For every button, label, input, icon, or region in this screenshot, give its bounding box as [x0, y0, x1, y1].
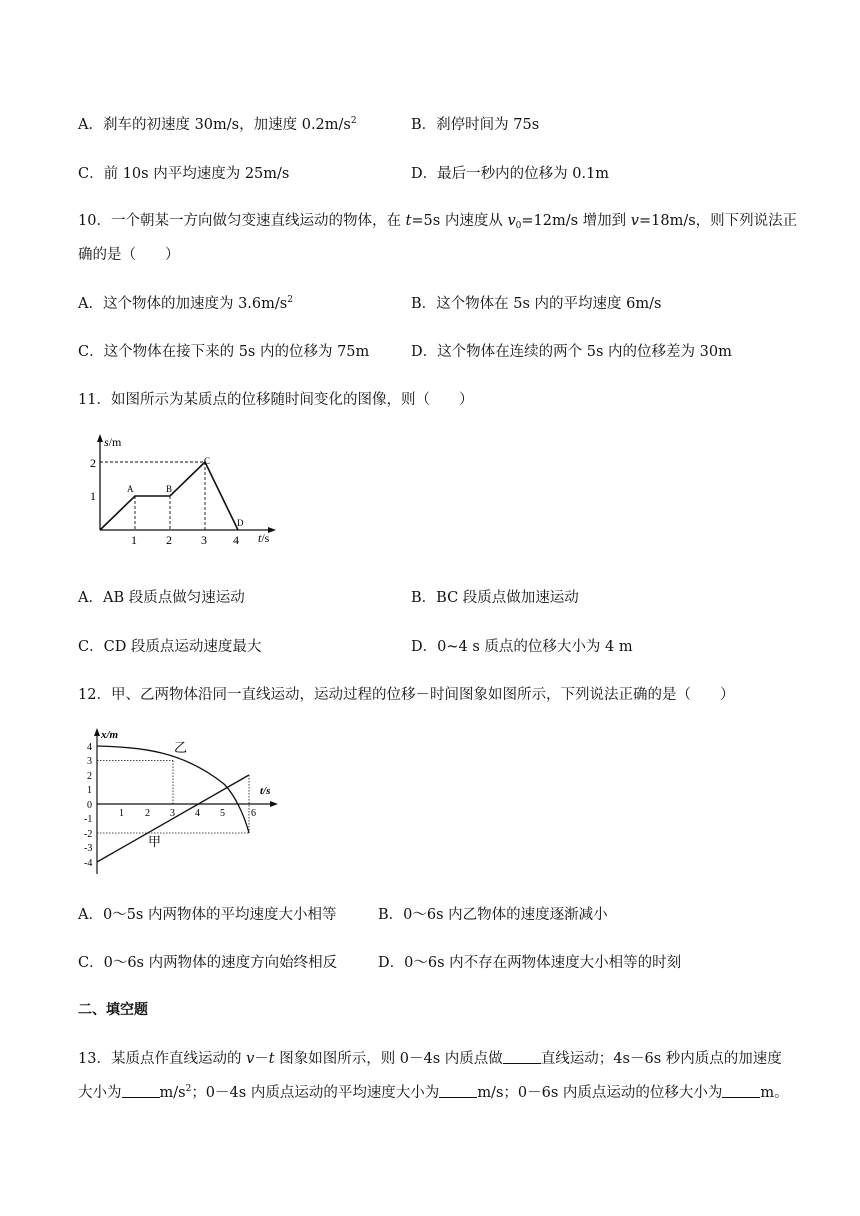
- q10-option-b: B．这个物体在 5s 内的平均速度 6m/s: [411, 296, 662, 312]
- q10-stem-line1: 10．一个朝某一方向做匀变速直线运动的物体，在 t=5s 内速度从 $v_0=12m/s$ 增加到 v=18m/s，则下列说法正: [78, 213, 798, 231]
- q11-ytick-1: 1: [90, 489, 96, 503]
- q12-option-d: D．0～6s 内不存在两物体速度大小相等的时刻: [378, 955, 682, 971]
- q11-xtick-1: 1: [131, 533, 137, 547]
- q12-ytick-neg1: -1: [84, 814, 93, 825]
- q12-xlabel: t/s: [260, 785, 271, 797]
- q12-xtick-4: 4: [195, 808, 200, 819]
- q13-blank-1[interactable]: [503, 1051, 541, 1064]
- q13-line1: 13．某质点作直线运动的 v－t 图象如图所示，则 0－4s 内质点做 直线运动；4s－6s 秒内质点的加速度: [78, 1051, 782, 1067]
- q13-blank-4[interactable]: [722, 1085, 760, 1098]
- q12-xtick-5: 5: [220, 808, 225, 819]
- q11-xtick-3: 3: [201, 533, 207, 547]
- q12-xtick-6: 6: [251, 808, 256, 819]
- q12-ytick-neg2: -2: [84, 829, 93, 840]
- q12-label-yi: 乙: [174, 740, 188, 755]
- q11-point-d: D: [237, 518, 244, 528]
- q9-option-a: A．刹车的初速度 30m/s，加速度 $0.2m/s^2$: [78, 116, 357, 133]
- q11-point-c: C: [204, 456, 211, 466]
- q12-xtick-2: 2: [145, 808, 150, 819]
- q12-ytick-1: 1: [87, 785, 92, 796]
- q12-option-b: B．0～6s 内乙物体的速度逐渐减小: [378, 907, 608, 923]
- q12-xtick-1: 1: [119, 808, 124, 819]
- section-heading-fill-in: 二、填空题: [78, 1002, 148, 1018]
- q11-option-a: A．AB 段质点做匀速运动: [78, 590, 245, 606]
- q11-ylabel: s/m: [104, 435, 122, 449]
- q12-ytick-2: 2: [87, 771, 92, 782]
- q12-ytick-neg3: -3: [84, 843, 93, 854]
- q12-ytick-0: 0: [87, 800, 92, 811]
- q11-xtick-4: 4: [233, 533, 239, 547]
- q11-graph: [84, 430, 284, 550]
- q11-ytick-2: 2: [90, 456, 96, 470]
- q10-stem-line2: 确的是（ ）: [78, 247, 180, 263]
- q10-option-a: A．这个物体的加速度为 $3.6m/s^2$: [78, 295, 293, 312]
- q11-option-c: C．CD 段质点运动速度最大: [78, 639, 262, 655]
- q12-ytick-4: 4: [87, 742, 92, 753]
- q9-option-b: B．刹停时间为 75s: [411, 117, 540, 133]
- q11-xlabel: t/s: [258, 531, 270, 545]
- q11-xtick-2: 2: [166, 533, 172, 547]
- q12-ytick-3: 3: [87, 756, 92, 767]
- q10-option-c: C．这个物体在接下来的 5s 内的位移为 75m: [78, 344, 370, 360]
- q12-option-c: C．0～6s 内两物体的速度方向始终相反: [78, 955, 338, 971]
- q13-line2: 大小为 $m/s^2$；0－4s 内质点运动的平均速度大小为 m/s；0－6s 内质点运动的位移大小为 m。: [78, 1084, 789, 1101]
- q12-option-a: A．0～5s 内两物体的平均速度大小相等: [78, 907, 337, 923]
- q9-option-d: D．最后一秒内的位移为 0.1m: [411, 166, 610, 182]
- q12-xtick-3: 3: [170, 808, 175, 819]
- q13-blank-3[interactable]: [439, 1085, 477, 1098]
- q9-option-c: C．前 10s 内平均速度为 25m/s: [78, 166, 290, 182]
- q13-blank-2[interactable]: [122, 1085, 160, 1098]
- q10-option-d: D．这个物体在连续的两个 5s 内的位移差为 30m: [411, 344, 732, 360]
- q12-ytick-neg4: -4: [84, 858, 93, 869]
- q11-stem: 11．如图所示为某质点的位移随时间变化的图像，则（ ）: [78, 392, 474, 408]
- q12-ylabel: x/m: [101, 729, 119, 741]
- q11-option-b: B．BC 段质点做加速运动: [411, 590, 579, 606]
- q11-option-d: D．0~4 s 质点的位移大小为 4 m: [411, 639, 633, 655]
- q12-stem: 12．甲、乙两物体沿同一直线运动，运动过程的位移－时间图象如图所示，下列说法正确的是（ ）: [78, 687, 735, 703]
- q12-label-jia: 甲: [148, 834, 162, 849]
- q12-graph: [84, 726, 284, 876]
- q11-point-b: B: [166, 484, 173, 494]
- q11-point-a: A: [127, 484, 134, 494]
